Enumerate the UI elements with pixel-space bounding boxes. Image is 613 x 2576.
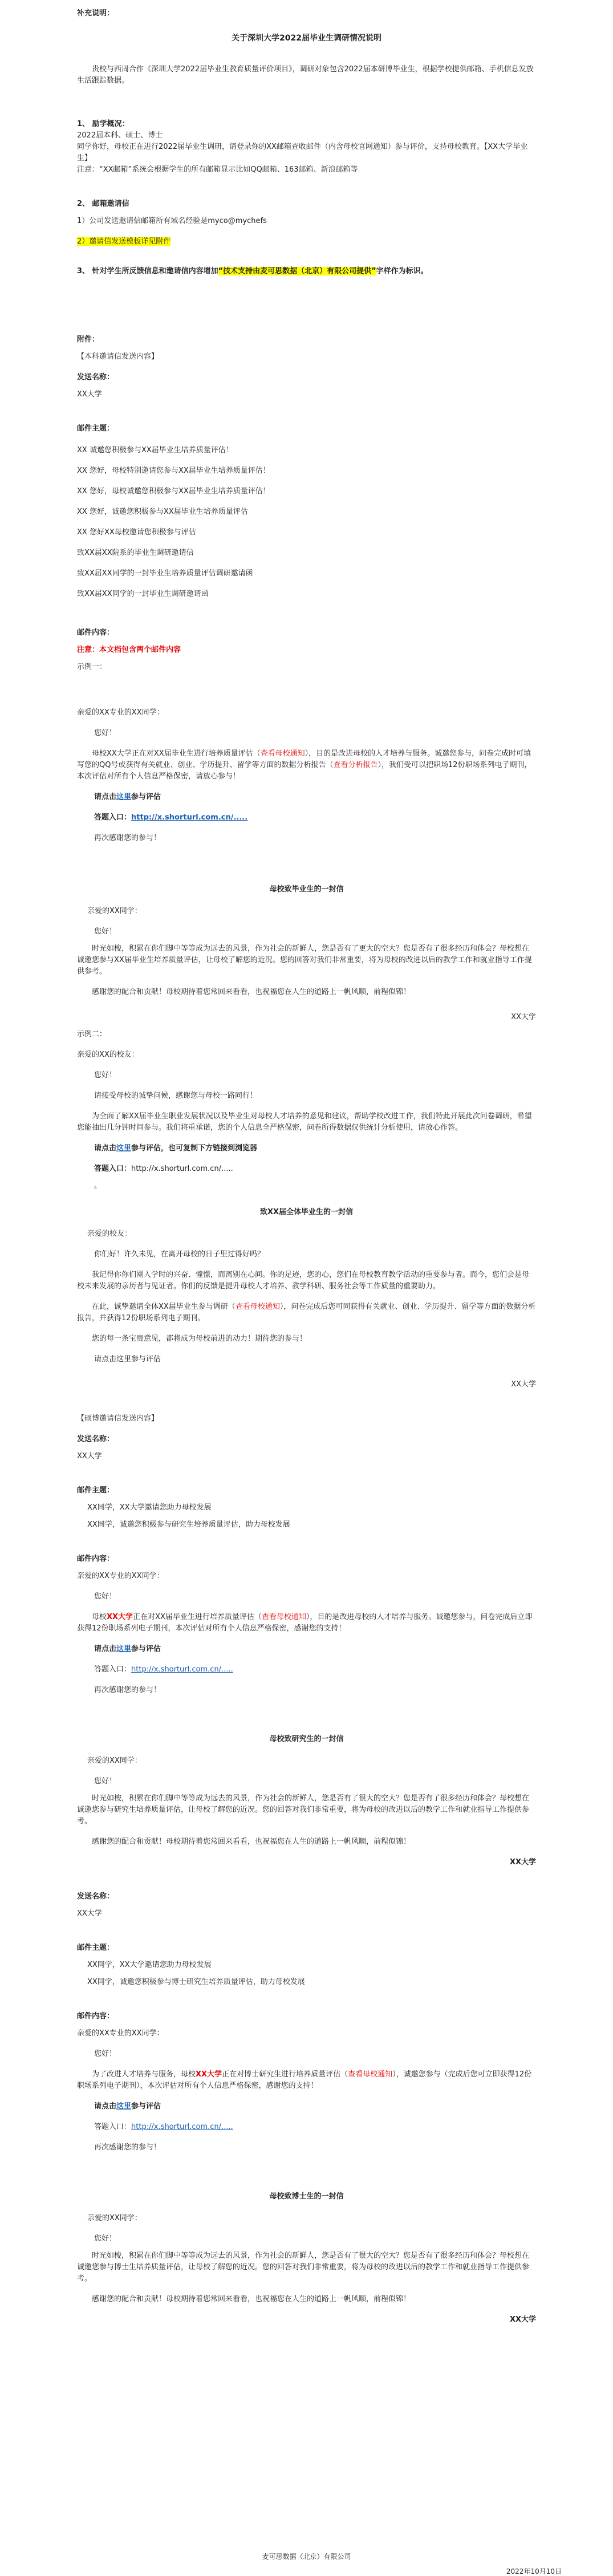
e2-p2: 为全面了解XX届毕业生职业发展状况以及毕业生对母校人才培养的意见和建议，帮助学校改进工作，我们特此开展此次问卷调研，希望您能抽出几分钟时间参与。我们将重承诺，您的个人信息全严格保密，问卷所得数据仅供统计分析使用，请放心作答。 (77, 1112, 532, 1132)
block3-sender-label: 发送名称： (77, 1892, 115, 1901)
letter-1-sign: XX大学 (511, 1013, 536, 1021)
letter-2-p1: 我记得你你们刚入学时的兴奋、憧憬，而离别在心间。你的足迹，您的心，您们在母校教育教学活动的重要参与者。而今，您们会是母校未来发展的亲历者与见证者。你们的反馈是提升母校人才培养、教学科研、服务社会等工作质量的重要助力。 (77, 1271, 530, 1291)
b2-click-line (77, 1644, 536, 1655)
entry-url-link[interactable]: http://x.shorturl.com.cn/..... (131, 1165, 233, 1173)
highlighted-text: 2）邀请信发送模板详见附件 (77, 237, 171, 246)
section-3-suffix: 字样作为标识。 (376, 267, 428, 275)
e2-click-a: 请点击 (94, 1144, 117, 1153)
letter-2-p4[interactable]: 请点击这里参与评估 (94, 1355, 161, 1364)
b3-dear: 亲爱的XX专业的XX同学： (77, 2029, 164, 2038)
block2-sender: XX大学 (77, 1452, 102, 1461)
e2-dear: 亲爱的XX的校友： (77, 1050, 139, 1059)
b1-entry-label: 答题入口： (94, 813, 132, 822)
letter-2-p2 (77, 1301, 536, 1324)
letter-1-p1: 时光如梭，积累在你们脚中等等成为远去的风景，作为社会的新鲜人，您是否有了更大的空大？您是否有了很多经历和体会？母校想在诚邀您参与XX届毕业生培养质量评估，让母校了解您的近况。您的回答对我们非常重要，将为母校的改进以后的教学工作和就业指导工作提供参考。 (77, 944, 532, 976)
b1-text-a: 母校XX大学正在对XX届毕业生进行培养质量评估（ (92, 749, 261, 758)
letter-4-sign: XX大学 (509, 2315, 536, 2324)
b1-click-b: 参与评估 (131, 793, 161, 801)
subject-item: XX 诚邀您积极参与XX届毕业生培养质量评估！ (77, 446, 233, 455)
school-name: XX大学 (107, 1613, 133, 1621)
b3-text-b: 正在对博士研究生进行培养质量评估（ (222, 2070, 348, 2079)
section-1-title: 1、 励学概况： (77, 120, 129, 128)
block1-sender: XX大学 (77, 390, 102, 399)
section-1-line-3: 注意：“XX邮箱”系统会根据学生的所有邮箱显示比如QQ邮箱、163邮箱、新浪邮箱等 (77, 165, 358, 174)
school-name: XX大学 (196, 2070, 222, 2079)
block2-bracket: 【硕博邀请信发送内容】 (77, 1414, 159, 1423)
b2-text-c: ），目的是改进母校的人才培养与服务。诚邀您参与，问卷完成后立即获得12份职场系列电子期刊，本次评估对所有个人信息严格保密，感谢您的支持！ (77, 1613, 533, 1633)
here-link[interactable]: 这里 (116, 1645, 132, 1653)
notice-link[interactable]: 查看母校通知 (235, 1303, 280, 1311)
e2-click-b: 参与评估，也可复制下方链接到浏览器 (131, 1144, 258, 1153)
b3-click-line (77, 2101, 536, 2112)
report-link[interactable]: 查看分析报告 (333, 761, 378, 769)
footer-date: 2022年10月10日 (506, 2567, 562, 2575)
letter-2-dear: 亲爱的校友： (87, 1230, 132, 1238)
b2-click-a: 请点击 (94, 1645, 117, 1653)
b3-click-b: 参与评估 (131, 2102, 161, 2111)
notice-link[interactable]: 查看母校通知 (260, 749, 305, 758)
doc-title: 关于深圳大学2022届毕业生调研情况说明 (232, 34, 381, 43)
b2-text-b: 正在对XX届毕业生进行培养质量评估（ (133, 1613, 262, 1621)
l2-text-a: 在此，诚挚邀请全体XX届毕业生参与调研（ (92, 1303, 236, 1311)
b3-click-a: 请点击 (94, 2102, 117, 2111)
letter-2-hello: 你们好！许久未见，在离开母校的日子里过得好吗？ (94, 1250, 265, 1259)
subject-item: XX 您好，诚邀您积极参与XX届毕业生培养质量评估 (77, 508, 248, 516)
subject-item: 致XX届XX院系的毕业生调研邀请信 (77, 549, 194, 557)
subject-item: XX同学，XX大学邀请您助力母校发展 (87, 1503, 212, 1512)
b1-entry-line (77, 812, 536, 823)
subject-item: XX同学，诚邀您积极参与博士研究生培养质量评估，助力母校发展 (87, 1978, 305, 1986)
entry-url-link[interactable]: http://x.shorturl.com.cn/..... (131, 2123, 233, 2131)
b1-hello: 您好！ (94, 729, 117, 737)
b2-hello: 您好！ (94, 1592, 117, 1601)
b2-entry-line (77, 1664, 536, 1676)
notice-link[interactable]: 查看母校通知 (348, 2070, 393, 2079)
block3-content-label: 邮件内容： (77, 2012, 115, 2021)
letter-3-p1: 时光如梭，积累在你们脚中等等成为远去的风景，作为社会的新鲜人，您是否有了很大的空大？您是否有了很多经历和体会？母校想在诚邀您参与研究生培养质量评估，让母校了解您的近况。您的回答对我们非常重要，将为母校的改进以后的教学工作和就业指导工作提供参考。 (77, 1794, 530, 1825)
section-1-line-1: 2022届本科、硕士、博士 (77, 131, 163, 140)
letter-3-p2: 感谢您的配合和贡献！母校期待着您常回来看看，也祝福您在人生的道路上一帆风顺，前程似锦！ (92, 1837, 411, 1846)
block1-content-label: 邮件内容： (77, 628, 115, 637)
letter-4-p1: 时光如梭，积累在你们脚中等等成为远去的风景，作为社会的新鲜人，您是否有了很大的空大？您是否有了很多经历和体会？母校想在诚邀您参与博士生培养质量评估，让母校了解您的近况。您的回答对我们非常重要，将为母校的改进以后的教学工作和就业指导工作提供参考。 (77, 2252, 530, 2283)
b1-text-b: ），目的是改进母校的人才培养与服务。诚邀您参与，问卷完成时可填写您的QQ号或获得有关就业、创业、学历提升、留学等方面的数据分析报告（ (77, 749, 531, 769)
block2-subject-label: 邮件主题： (77, 1486, 115, 1495)
section-3-highlight: “技术支持由麦可思数据（北京）有限公司提供” (218, 267, 376, 275)
letter-3-sign: XX大学 (509, 1858, 536, 1867)
block2-sender-label: 发送名称： (77, 1435, 115, 1443)
b1-dear: 亲爱的XX专业的XX同学： (77, 708, 164, 717)
doc-label: 补充说明： (77, 9, 115, 18)
b1-click-line (77, 792, 536, 803)
letter-3-hello: 您好！ (94, 1777, 117, 1786)
b3-hello: 您好！ (94, 2050, 117, 2058)
b3-text-c: ），诚邀您参与（完成后您可立即获得12份职场系列电子期刊），本次评估对所有个人信息严格保密，感谢您的支持！ (77, 2070, 532, 2090)
letter-1-hello: 您好！ (94, 927, 117, 936)
l2-text-b: ），问卷完成后您可同获得有关就业、创业、学历提升、留学等方面的数据分析报告，并获得12份职场系列电子期刊。 (77, 1303, 536, 1323)
entry-url-link[interactable]: http://x.shorturl.com.cn/..... (131, 1665, 233, 1674)
b2-entry-label: 答题入口： (94, 1665, 132, 1674)
letter-4-dear: 亲爱的XX同学： (87, 2214, 142, 2222)
section-3-title (77, 266, 536, 277)
letter-3-title: 母校致研究生的一封信 (269, 1735, 344, 1743)
entry-url-link[interactable]: http://x.shorturl.com.cn/..... (131, 813, 248, 822)
letter-4-title: 母校致博士生的一封信 (269, 2192, 344, 2201)
b1-click-a: 请点击 (94, 793, 117, 801)
b2-click-b: 参与评估 (131, 1645, 161, 1653)
section-3-prefix: 3、 针对学生所反馈信息和邀请信内容增加 (77, 267, 218, 275)
b2-paragraph (77, 1612, 536, 1634)
section-2-title: 2、 邮箱邀请信 (77, 200, 129, 208)
block1-bracket: 【本科邀请信发送内容】 (77, 352, 159, 361)
attachment-label: 附件： (77, 335, 100, 344)
section-1-line-2: 同学你好，母校正在进行2022届毕业生调研，请登录你的XX邮箱查收邮件（内含母校官网通知）参与评价，支持母校教育。【XX大学毕业生】 (77, 143, 528, 163)
b1-thanks: 再次感谢您的参与！ (94, 834, 161, 842)
subject-item: XX 您好，母校诚邀您积极参与XX届毕业生培养质量评估！ (77, 487, 270, 496)
e2-hello: 您好！ (94, 1071, 117, 1080)
block3-sender: XX大学 (77, 1909, 102, 1918)
e2-dot: 。 (94, 1182, 102, 1190)
here-link[interactable]: 这里 (116, 793, 132, 801)
letter-3-dear: 亲爱的XX同学： (87, 1756, 142, 1765)
letter-1-p2: 感谢您的配合和贡献！母校期待着您常回来看看，也祝福您在人生的道路上一帆风顺，前程似锦！ (92, 988, 411, 996)
section-2-line-1: 1）公司发送邀请信邮箱所有域名经验是myco@mychefs (77, 217, 267, 225)
letter-2-sign: XX大学 (511, 1380, 536, 1389)
example-2-label: 示例二： (77, 1030, 107, 1038)
b3-paragraph (77, 2069, 536, 2092)
e2-click-line (77, 1143, 536, 1154)
example-1-label: 示例一： (77, 663, 107, 671)
b3-entry-line (77, 2121, 536, 2133)
subject-item: XX同学，XX大学邀请您助力母校发展 (87, 1961, 212, 1969)
b3-entry-label: 答题入口： (94, 2123, 132, 2131)
footer-company: 麦可思数据（北京）有限公司 (262, 2553, 351, 2561)
intro-paragraph: 贵校与西周合作《深圳大学2022届毕业生教育质量评价项目》，调研对象包含2022届本研博毕业生，根据学校提供邮箱、手机信息发放生活跟踪数据。 (77, 65, 534, 85)
block1-sender-label: 发送名称： (77, 373, 115, 382)
subject-item: XX 您好XX母校邀请您积极参与评估 (77, 528, 196, 537)
b2-dear: 亲爱的XX专业的XX同学： (77, 1572, 164, 1580)
subject-item: XX 您好，母校特别邀请您参与XX届毕业生培养质量评估！ (77, 466, 270, 475)
block1-subject-list (77, 440, 536, 605)
letter-2-title: 致XX届全体毕业生的一封信 (259, 1208, 354, 1216)
e2-entry-label: 答题入口： (94, 1165, 132, 1173)
block1-note: 注意：本文档包含两个邮件内容 (77, 646, 181, 654)
section-2-line-2 (77, 236, 536, 248)
letter-1-dear: 亲爱的XX同学： (87, 907, 142, 915)
b2-text-a: 母校 (92, 1613, 107, 1621)
block2-content-label: 邮件内容： (77, 1555, 115, 1563)
b1-text-c: ），我们受可以把职场12份职场系列电子期刊，本次评估对所有个人信息严格保密，请放心参与！ (77, 761, 532, 781)
here-link[interactable]: 这里 (116, 1144, 132, 1153)
subject-item: XX同学，诚邀您积极参与研究生培养质量评估，助力母校发展 (87, 1520, 290, 1529)
letter-1-title: 母校致毕业生的一封信 (269, 885, 344, 894)
here-link[interactable]: 这里 (116, 2102, 132, 2111)
block3-subject-label: 邮件主题： (77, 1944, 115, 1952)
block1-subject-label: 邮件主题： (77, 424, 115, 433)
b3-text-a: 为了改进人才培养与服务，母校 (92, 2070, 196, 2079)
b1-paragraph (77, 748, 536, 782)
b2-thanks: 再次感谢您的参与！ (94, 1686, 161, 1694)
notice-link[interactable]: 查看母校通知 (261, 1613, 306, 1621)
b3-thanks: 再次感谢您的参与！ (94, 2143, 161, 2152)
letter-4-p2: 感谢您的配合和贡献！母校期待着您常回来看看，也祝福您在人生的道路上一帆风顺，前程似锦！ (92, 2295, 411, 2303)
letter-2-p3: 您的每一条宝贵意见，都将成为母校前进的动力！期待您的参与！ (92, 1334, 307, 1343)
letter-4-hello: 您好！ (94, 2234, 117, 2243)
subject-item: 致XX届XX同学的一封毕业生培养质量评估调研邀请函 (77, 569, 253, 578)
e2-entry-line (77, 1163, 536, 1175)
e2-p1: 请接受母校的诚挚问候，感谢您与母校一路同行！ (94, 1092, 258, 1100)
subject-item: 致XX届XX同学的一封毕业生调研邀请函 (77, 590, 209, 598)
